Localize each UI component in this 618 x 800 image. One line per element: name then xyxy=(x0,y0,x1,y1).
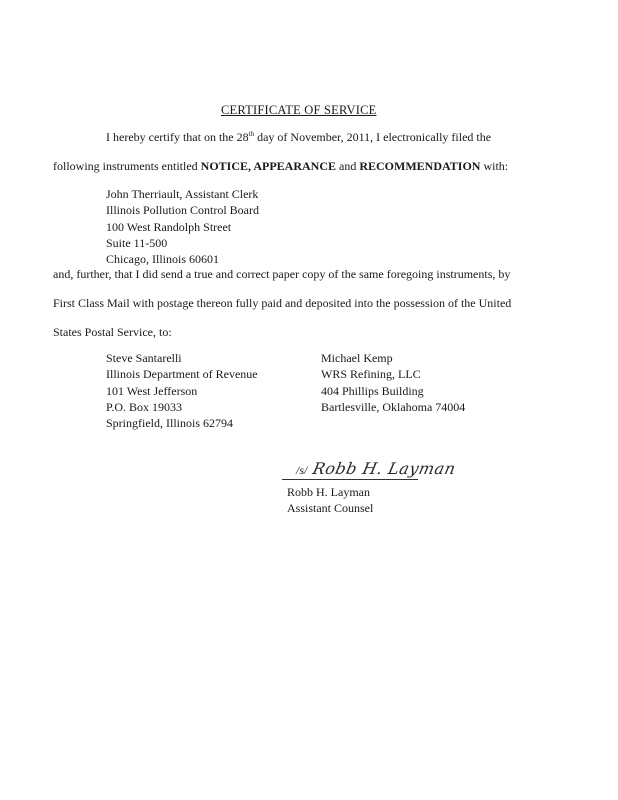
address-line: Illinois Department of Revenue xyxy=(106,367,258,382)
address-line: John Therriault, Assistant Clerk xyxy=(106,187,259,201)
instruments-intro: following instruments entitled xyxy=(53,159,201,173)
address-line: 404 Phillips Building xyxy=(321,383,424,398)
certify-line-1 xyxy=(106,130,491,144)
address-line: Suite 11-500 xyxy=(106,235,168,250)
address-line: Bartlesville, Oklahoma 74004 xyxy=(321,399,466,414)
instrument-title-2: RECOMMENDATION xyxy=(359,159,481,173)
signature-prefix: /s/ xyxy=(296,463,308,477)
service-paragraph-line-2: First Class Mail with postage thereon fully paid and deposited into the possession of the United xyxy=(53,296,512,310)
address-line: Steve Santarelli xyxy=(106,351,182,365)
signature-line xyxy=(282,479,418,480)
service-paragraph-line-1: and, further, that I did send a true and correct paper copy of the same foregoing instruments, by xyxy=(53,267,511,281)
instrument-title-1: NOTICE, APPEARANCE xyxy=(200,159,337,173)
service-list-left xyxy=(106,351,258,432)
signature-script: Robb H. Layman xyxy=(310,459,458,478)
page-title: CERTIFICATE OF SERVICE xyxy=(221,103,377,117)
address-line: 101 West Jefferson xyxy=(106,383,198,398)
address-line: Michael Kemp xyxy=(321,351,393,365)
ordinal-suffix: th xyxy=(248,130,255,138)
certify-text-b: day of November, 2011, I electronically filed the xyxy=(254,130,492,144)
certify-line-2 xyxy=(53,159,508,173)
address-line: Chicago, Illinois 60601 xyxy=(106,252,219,267)
certify-text-a: I hereby certify that on the 28 xyxy=(106,130,249,144)
service-list-right xyxy=(321,351,465,416)
address-line: Springfield, Illinois 62794 xyxy=(106,416,233,431)
instrument-and: and xyxy=(336,159,360,173)
signer-title: Assistant Counsel xyxy=(287,501,374,515)
instrument-with: with: xyxy=(480,159,509,173)
address-line: Illinois Pollution Control Board xyxy=(106,203,260,218)
service-paragraph-line-3: States Postal Service, to: xyxy=(53,325,172,339)
signer-name: Robb H. Layman xyxy=(287,485,370,499)
address-line: WRS Refining, LLC xyxy=(321,367,421,382)
address-line: P.O. Box 19033 xyxy=(106,399,183,414)
clerk-address-block xyxy=(106,187,259,268)
address-line: 100 West Randolph Street xyxy=(106,219,232,234)
